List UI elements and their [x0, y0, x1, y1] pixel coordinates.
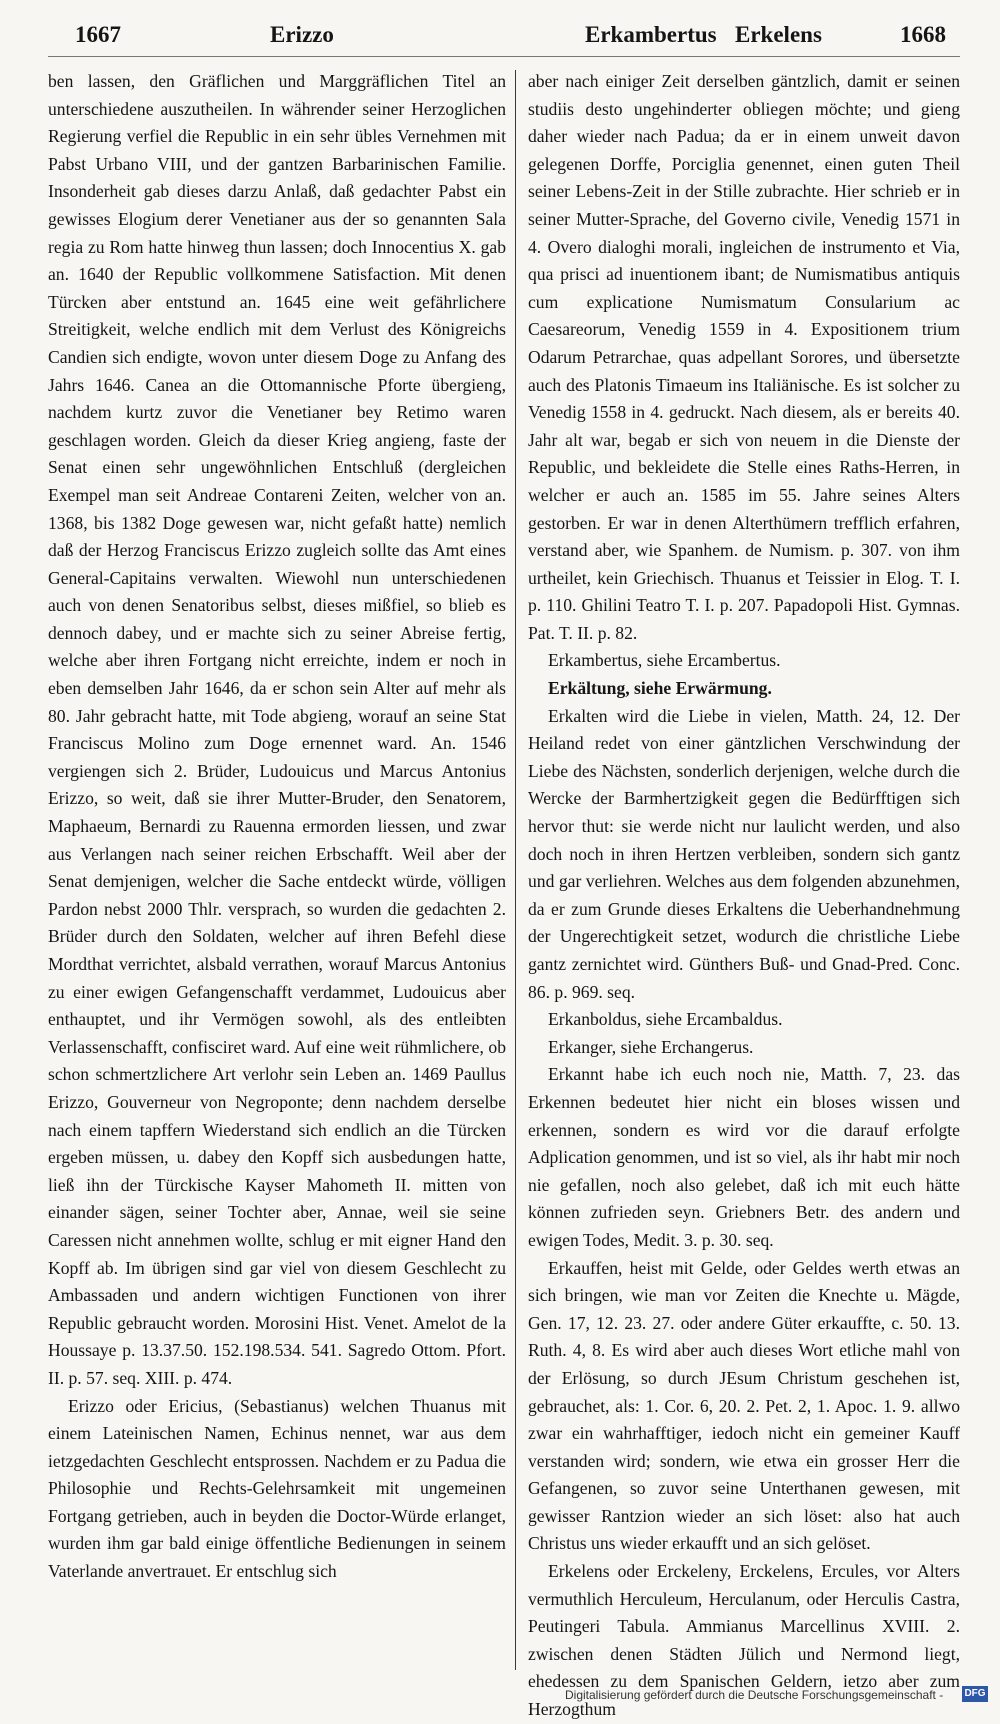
entry-erkannt: Erkannt habe ich euch noch nie, Matth. 7, 23. das Erkennen bedeutet hier nicht ein bloses wissen und erkennen, sondern es wird vor die darauf erfolgte Adplication genommen, und ist so viel, als ihr habt mir noch nie gefallen, noch also gelebet, daß ich mit euch hätte können zufrieden seyn. Griebners Betr. des andern und ewigen Todes, Medit. 3. p. 30. seq.: [528, 1064, 960, 1250]
catchword-center: Erkambertus: [585, 22, 717, 47]
catchword-left: Erizzo: [270, 22, 334, 47]
funding-notice: Digitalisierung gefördert durch die Deutsche Forschungsgemeinschaft -: [565, 1688, 944, 1702]
page-number-right: 1668: [900, 22, 946, 47]
dfg-logo-icon: DFG: [962, 1686, 988, 1702]
entry-erkalten: Erkalten wird die Liebe in vielen, Matth. 24, 12. Der Heiland redet von einer gäntzlichen Verschwindung der Liebe des Nächsten, sonderlich derjenigen, welche durch die Wercke der Barmhertzigkeit gegen die Bedürfftigen sich hervor thut: sie werde nicht nur laulicht werden, und also doch noch in ihren Hertzen verbleiben, sondern sich gantz und gar verliehren. Welches aus dem folgenden abzunehmen, da er zum Grunde dieses Erkaltens die Ueberhandnehmung der Ungerechtigkeit setzet, wodurch die christliche Liebe gantz zernichtet wird. Günthers Buß- und Gnad-Pred. Conc. 86. p. 969. seq.: [528, 705, 960, 1002]
left-paragraph-2: Erizzo oder Ericius, (Sebastianus) welchen Thuanus mit einem Lateinischen Namen, Echinus nennet, war aus dem ietzgedachten Geschlecht entsprossen. Nachdem er zu Padua die Philosophie und Rechts-Gelehrsamkeit mit ungemeinen Fortgang getrieben, auch in beyden die Doctor-Würde erlanget, wurden ihm gar bald einige öffentliche Bedienungen in seinem Vaterlande anvertrauet. Er entschlug sich: [48, 1395, 506, 1582]
right-paragraph-1: aber nach einiger Zeit derselben gäntzlich, damit er seinen studiis desto ungehinderter obliegen möchte; und gieng daher wieder nach Padua; da er in einem unweit davon gelegenen Dorffe, Porciglia genennet, einen guten Theil seiner Lebens-Zeit in der Stille zubrachte. Hier schrieb er in seiner Mutter-Sprache, del Governo civile, Venedig 1571 in 4. Overo dialoghi morali, ingleichen de instrumento et Via, qua prisci ad inuentionem ibant; de Numismatibus antiquis cum explicatione Numismatum Consularium ac Caesareorum, Venedig 1559 in 4. Expositionem trium Odarum Petrarchae, quas adpellant Sorores, und übersetzte auch des Platonis Timaeum ins Italiänische. Es ist solcher zu Venedig 1558 in 4. gedruckt. Nach diesem, als er bereits 40. Jahr alt war, begab er sich von neuem in die Dienste der Republic, und bekleidete die Stelle eines Raths-Herren, in welcher er auch an. 1585 im 55. Jahre seines Alters gestorben. Er war in denen Alterthümern trefflich erfahren, verstand aber, wie Spanhem. de Numism. p. 307. von ihm urtheilet, kein Griechisch. Thuanus et Teissier in Elog. T. I. p. 110. Ghilini Teatro T. I. p. 207. Papadopoli Hist. Gymnas. Pat. T. II. p. 82.: [528, 71, 960, 643]
page-number-left: 1667: [75, 22, 121, 47]
entry-erkauffen: Erkauffen, heist mit Gelde, oder Geldes werth etwas an sich bringen, wie man vor Zeiten die Knechte u. Mägde, Gen. 17, 12. 23. 27. oder andere Güter erkauffte, c. 50. 13. Ruth. 4, 8. Es wird aber auch dieses Wort etliche mahl von der Erlösung, so durch JEsum Christum geschehen ist, gebrauchet, als: 1. Cor. 6, 20. 2. Pet. 2, 1. Apoc. 1. 9. allwo zwar ein wahrhafftiger, iedoch nicht ein gemeiner Kauff verstanden wird; sondern, wie etwa ein grosser Herr die Gefangenen, so zuvor seine Unterthanen gewesen, mit gewisser Rantzion wieder an sich löset: also hat auch Christus uns wieder erkaufft und an sich gelöset.: [528, 1257, 960, 1554]
left-column: [48, 68, 506, 1683]
catchword-right: Erkelens: [735, 22, 822, 47]
left-paragraph-1: ben lassen, den Gräflichen und Marggräflichen Titel an unterschiedene auszutheilen. In währender seiner Herzoglichen Regierung verfiel die Republic in ein sehr übles Vernehmen mit Pabst Urbano VIII, und der gantzen Barbarinischen Familie. Insonderheit gab dieses darzu Anlaß, daß gedachter Pabst ein gewisses Elogium derer Venetianer aus der so genannten Sala regia zu Rom hatte hinweg thun lassen; doch Innocentius X. gab an. 1640 der Republic vollkommene Satisfaction. Mit denen Türcken aber entstund an. 1645 eine weit gefährlichere Streitigkeit, welche endlich mit dem Verlust des Königreichs Candien sich endigte, wovon unter diesem Doge zu Anfang des Jahrs 1646. Canea an die Ottomannische Pforte übergieng, nachdem kurtz zuvor die Venetianer bey Retimo waren geschlagen worden. Gleich da dieser Krieg angieng, faste der Senat einen sehr ungewöhnlichen Entschluß (dergleichen Exempel man seit Andreae Contareni Zeiten, welcher von an. 1368, bis 1382 Doge gewesen war, nicht gefaßt hatte) nemlich daß der Herzog Franciscus Erizzo zugleich sollte das Amt eines General-Capitains verwalten. Wiewohl nun unterschiedenen auch von denen Senatoribus selbst, dieses mißfiel, so blieb es dennoch dabey, und er machte sich zu seiner Abreise fertig, welche aber ihren Fortgang nicht erreichte, indem er noch in eben demselben Jahr 1646, da er schon sein Alter auf mehr als 80. Jahr gebracht hatte, mit Tode abgieng, worauf an seine Stat Franciscus Molino zum Doge ernennet ward. An. 1546 vergiengen sich 2. Brüder, Ludouicus und Marcus Antonius Erizzo, so weit, daß sie ihrer Mutter-Bruder, den Senatorem, Maphaeum, Bernardi zu Rauenna ermorden liessen, und zwar aus Verlangen nach seiner reichen Erbschafft. Weil aber der Senat demjenigen, welcher die Sache entdeckt würde, völligen Pardon nebst 2000 Thlr. versprach, so wurden die gedachten 2. Brüder durch den Soldaten, welcher auf ihren Befehl diese Mordthat verrichtet, alsbald verrathen, worauf Marcus Antonius zu einer ewigen Gefangenschafft verdammet, Ludouicus aber enthauptet, und ihr Vermögen sowohl, als des entleibten Verlassenschafft, confisciret ward. Auf eine weit rühmlichere, ob schon schmertzlichere Art verlohr sein Leben an. 1469 Paullus Erizzo, Gouverneur von Negroponte; denn nachdem derselbe nach einem tapffern Wiederstand sich endlich an die Türcken ergeben müssen, u. dabey den Kopff sich ausbedungen hatte, ließ ihn der Türckische Kayser Mahometh II. mitten von einander sägen, seiner Tochter aber, Annae, weil sie seine Caressen nicht annehmen wollte, schlug er mit eigner Hand den Kopff ab. Im übrigen sind gar viel von diesem Geschlecht zu Ambassaden und andern wichtigen Functionen von ihrer Republic gebraucht worden. Morosini Hist. Venet. Amelot de la Houssaye p. 13.37.50. 152.198.534. 541. Sagredo Ottom. Pfort. II. p. 57. seq. XIII. p. 474.: [48, 71, 506, 1388]
column-divider: [515, 70, 516, 1670]
entry-erkaeltung: Erkältung, siehe Erwärmung.: [548, 678, 772, 699]
entry-erkelens: Erkelens oder Erckeleny, Erckelens, Ercules, vor Alters vermuthlich Herculeum, Herculanum, oder Herculis Castra, Peutingeri Tabula. Ammianus Marcellinus XVIII. 2. zwischen denen Städten Jülich und Nermond liegt, ehedessen zu dem Spanischen Geldern, ietzo aber zum Herzogthum: [528, 1561, 960, 1720]
header-rule: [48, 56, 960, 57]
entry-erkanboldus: Erkanboldus, siehe Ercambaldus.: [548, 1009, 783, 1030]
entry-erkanger: Erkanger, siehe Erchangerus.: [548, 1036, 754, 1057]
entry-erkambertus: Erkambertus, siehe Ercambertus.: [548, 650, 781, 671]
right-column: [528, 68, 960, 1720]
